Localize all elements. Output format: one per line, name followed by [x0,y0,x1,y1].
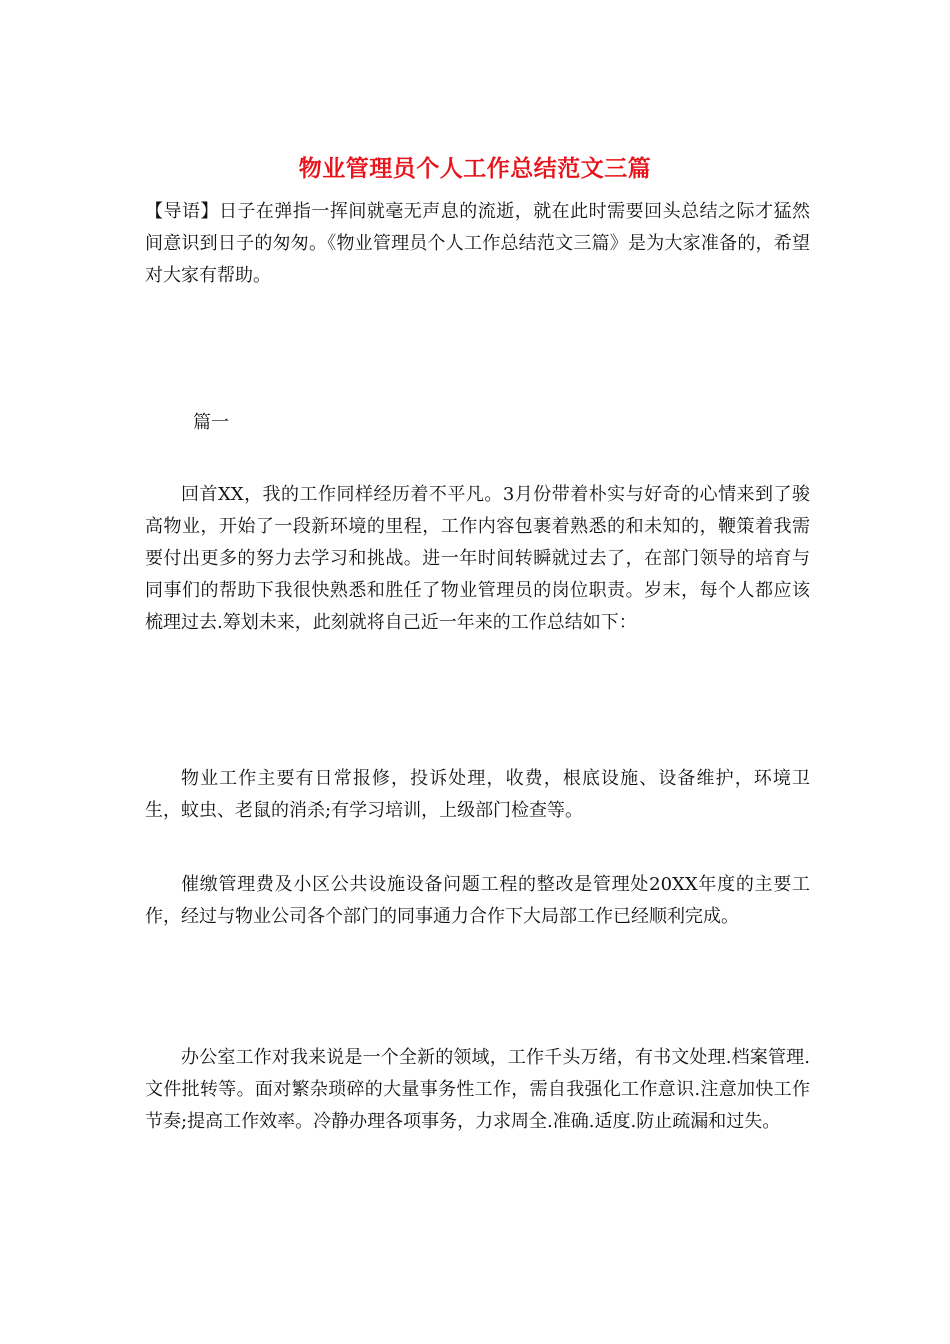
body-paragraph-4: 办公室工作对我来说是一个全新的领域，工作千头万绪，有书文处理.档案管理.文件批转等。面对繁杂琐碎的大量事务性工作，需自我强化工作意识.注意加快工作节奏;提高工作效率。冷静办理各项事务，力求周全.准确.适度.防止疏漏和过失。 [145,1047,810,1132]
document-title: 物业管理员个人工作总结范文三篇 [298,156,652,182]
body-paragraph-2: 物业工作主要有日常报修，投诉处理，收费，根底设施、设备维护，环境卫生，蚊虫、老鼠的消杀;有学习培训，上级部门检查等。 [145,768,810,821]
intro-paragraph: 【导语】日子在弹指一挥间就毫无声息的流逝，就在此时需要回头总结之际才猛然间意识到日子的匆匆。《物业管理员个人工作总结范文三篇》是为大家准备的，希望对大家有帮助。 [145,201,810,286]
section-heading: 篇一 [193,412,229,433]
body-paragraph-1: 回首XX，我的工作同样经历着不平凡。3月份带着朴实与好奇的心情来到了骏高物业，开始了一段新环境的里程，工作内容包裹着熟悉的和未知的，鞭策着我需要付出更多的努力去学习和挑战。进一年时间转瞬就过去了，在部门领导的培育与同事们的帮助下我很快熟悉和胜任了物业管理员的岗位职责。岁末，每个人都应该梳理过去.筹划未来，此刻就将自己近一年来的工作总结如下： [145,484,810,633]
body-paragraph-3: 催缴管理费及小区公共设施设备问题工程的整改是管理处20XX年度的主要工作，经过与物业公司各个部门的同事通力合作下大局部工作已经顺利完成。 [145,874,810,927]
